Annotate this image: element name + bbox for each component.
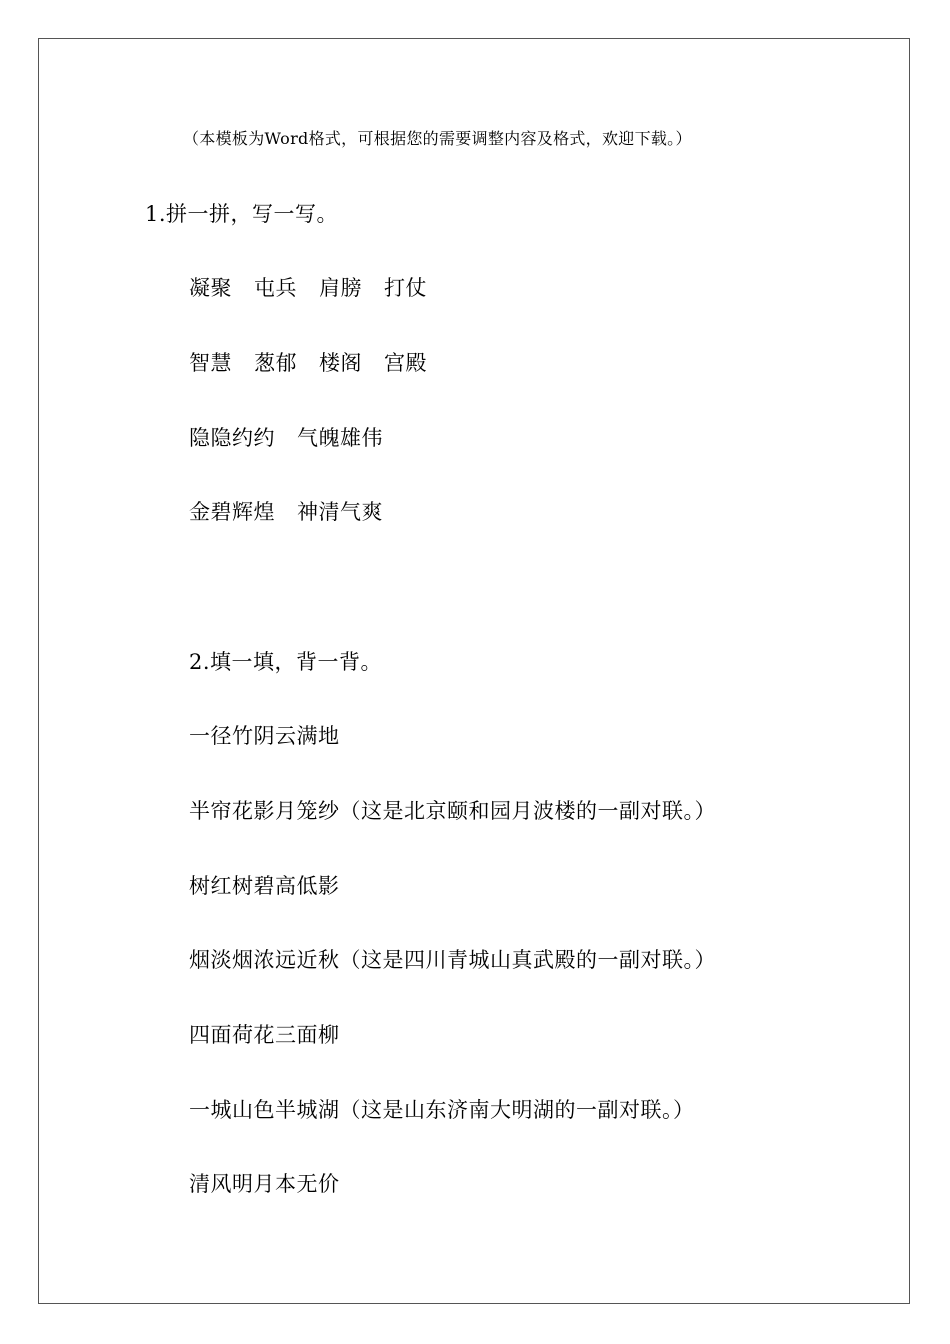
section-1-heading: 1.拼一拼，写一写。 <box>145 202 339 226</box>
couplet-line: 一城山色半城湖（这是山东济南大明湖的一副对联。） <box>189 1098 695 1122</box>
couplet-line: 半帘花影月笼纱（这是北京颐和园月波楼的一副对联。） <box>189 799 716 823</box>
word: 神清气爽 <box>297 500 383 524</box>
word: 肩膀 <box>319 276 362 300</box>
word: 楼阁 <box>319 351 362 375</box>
word: 打仗 <box>384 276 427 300</box>
word: 隐隐约约 <box>189 426 275 450</box>
word: 葱郁 <box>254 351 297 375</box>
word: 金碧辉煌 <box>189 500 275 524</box>
word-row-2 <box>189 349 427 377</box>
word: 屯兵 <box>254 276 297 300</box>
word: 气魄雄伟 <box>297 426 383 450</box>
word: 宫殿 <box>384 351 427 375</box>
couplet-line: 清风明月本无价 <box>189 1172 340 1196</box>
word: 智慧 <box>189 351 232 375</box>
word-row-1 <box>189 274 427 302</box>
section-2-heading: 2.填一填，背一背。 <box>189 650 383 674</box>
word-row-4 <box>189 498 383 526</box>
couplet-line: 一径竹阴云满地 <box>189 724 340 748</box>
word: 凝聚 <box>189 276 232 300</box>
couplet-line: 树红树碧高低影 <box>189 874 340 898</box>
couplet-line: 四面荷花三面柳 <box>189 1023 340 1047</box>
couplet-line: 烟淡烟浓远近秋（这是四川青城山真武殿的一副对联。） <box>189 948 716 972</box>
word-row-3 <box>189 424 383 452</box>
template-notice: （本模板为Word格式，可根据您的需要调整内容及格式，欢迎下载。） <box>183 129 692 148</box>
